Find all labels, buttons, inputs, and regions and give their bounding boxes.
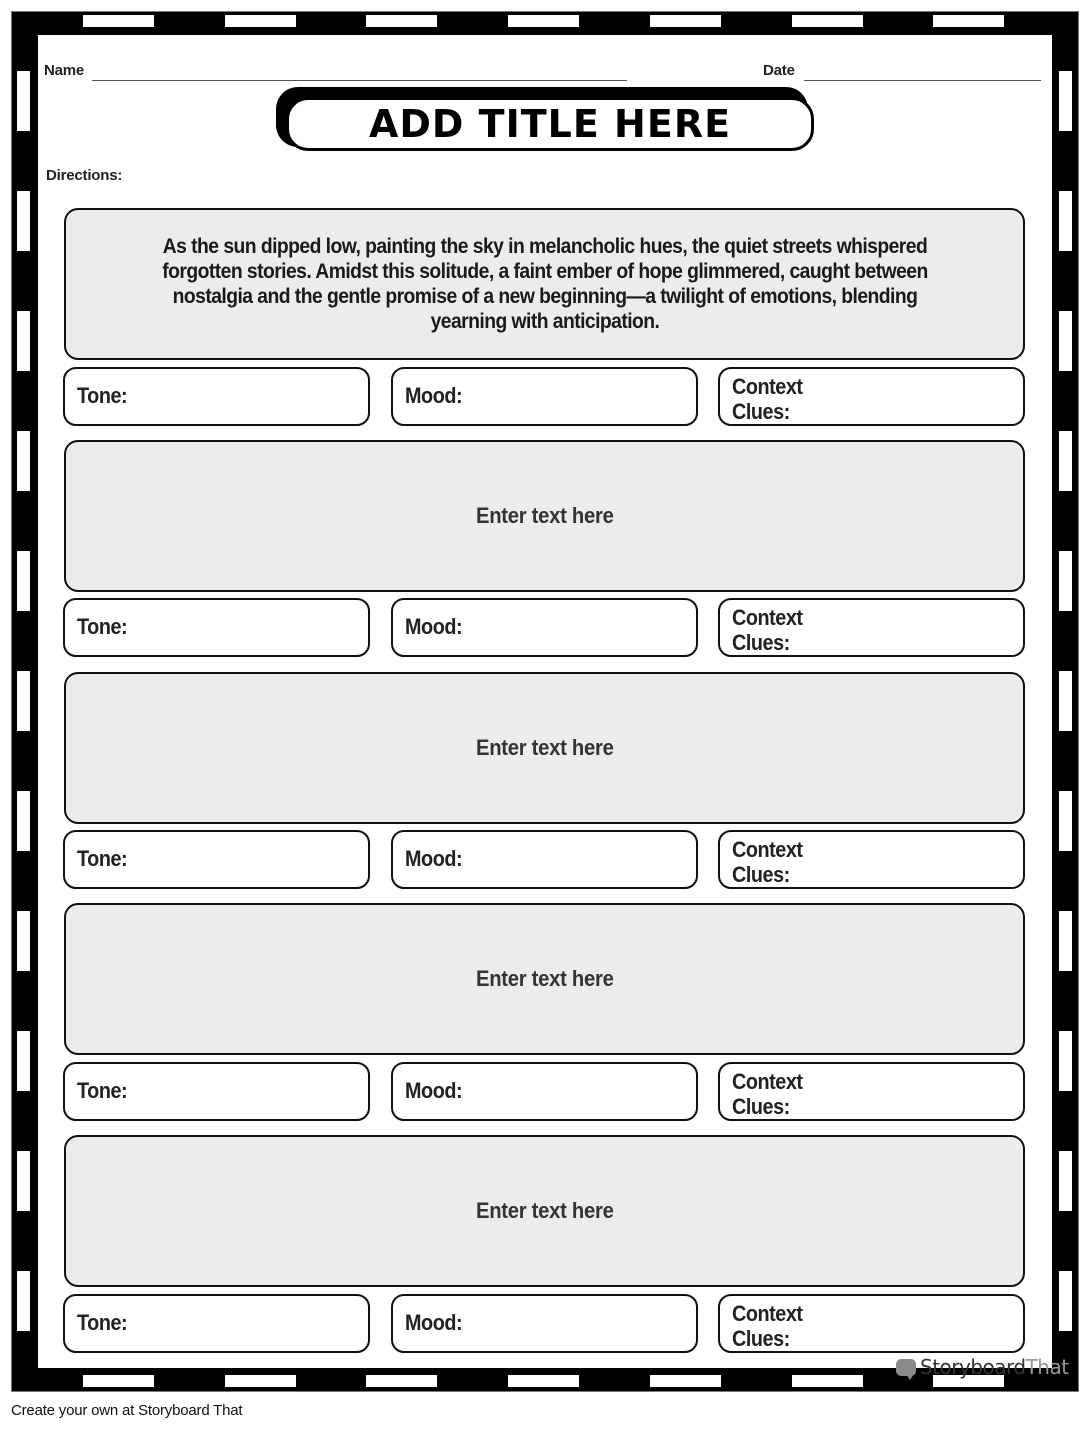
passage-box[interactable] bbox=[64, 208, 1025, 360]
border-dash-left bbox=[17, 791, 30, 851]
border-dash-left bbox=[17, 431, 30, 491]
mood-box[interactable] bbox=[391, 367, 698, 426]
context-clues-label bbox=[732, 605, 803, 655]
border-dash-left bbox=[17, 551, 30, 611]
mood-label: Mood: bbox=[405, 1310, 463, 1335]
context-box[interactable] bbox=[718, 598, 1025, 657]
tone-label: Tone: bbox=[77, 1078, 128, 1103]
border-dash-top bbox=[83, 15, 154, 27]
text-box-placeholder: Enter text here bbox=[475, 503, 614, 528]
context-label-line1: Context bbox=[732, 374, 803, 399]
border-dash-right bbox=[1059, 911, 1072, 971]
border-dash-bottom bbox=[508, 1375, 579, 1387]
context-box[interactable] bbox=[718, 830, 1025, 889]
border-dash-top bbox=[366, 15, 437, 27]
tone-label: Tone: bbox=[77, 614, 128, 639]
footer-credit-link[interactable]: Create your own at Storyboard That bbox=[11, 1402, 243, 1419]
context-clues-label bbox=[732, 1069, 803, 1119]
tone-label: Tone: bbox=[77, 383, 128, 408]
border-dash-bottom bbox=[225, 1375, 296, 1387]
response-text-box[interactable] bbox=[64, 672, 1025, 824]
border-dash-right bbox=[1059, 1151, 1072, 1211]
context-clues-label bbox=[732, 837, 803, 887]
border-dash-right bbox=[1059, 71, 1072, 131]
context-box[interactable] bbox=[718, 1294, 1025, 1353]
response-text-box[interactable] bbox=[64, 440, 1025, 592]
directions-label: Directions: bbox=[46, 167, 123, 184]
border-dash-bottom bbox=[792, 1375, 863, 1387]
mood-label: Mood: bbox=[405, 614, 463, 639]
mood-box[interactable] bbox=[391, 1294, 698, 1353]
border-dash-bottom bbox=[366, 1375, 437, 1387]
border-dash-left bbox=[17, 311, 30, 371]
name-field-line[interactable] bbox=[92, 80, 627, 81]
border-dash-top bbox=[650, 15, 721, 27]
date-field-line[interactable] bbox=[804, 80, 1041, 81]
border-dash-top bbox=[792, 15, 863, 27]
border-dash-bottom bbox=[650, 1375, 721, 1387]
context-box[interactable] bbox=[718, 367, 1025, 426]
passage-text: As the sun dipped low, painting the sky in melancholic hues, the quiet streets whispered forgotten stories. Amidst this solitude, a faint ember of hope glimmered, caught between nostalgia and the gentle promise of a new beginning—a twilight of emotions, blending yearning with anticipation. bbox=[161, 235, 928, 333]
context-label-line1: Context bbox=[732, 1069, 803, 1094]
response-text-box[interactable] bbox=[64, 1135, 1025, 1287]
mood-label: Mood: bbox=[405, 1078, 463, 1103]
context-label-line2: Clues: bbox=[732, 1326, 790, 1351]
border-dash-right bbox=[1059, 1271, 1072, 1331]
context-label-line1: Context bbox=[732, 837, 803, 862]
tone-box[interactable] bbox=[63, 367, 370, 426]
watermark-text-that: That bbox=[1025, 1355, 1069, 1379]
mood-box[interactable] bbox=[391, 1062, 698, 1121]
tone-label: Tone: bbox=[77, 1310, 128, 1335]
tone-box[interactable] bbox=[63, 1294, 370, 1353]
tone-box[interactable] bbox=[63, 1062, 370, 1121]
tone-label: Tone: bbox=[77, 846, 128, 871]
border-dash-right bbox=[1059, 671, 1072, 731]
context-label-line2: Clues: bbox=[732, 1094, 790, 1119]
border-dash-left bbox=[17, 1031, 30, 1091]
mood-box[interactable] bbox=[391, 830, 698, 889]
border-dash-right bbox=[1059, 791, 1072, 851]
border-dash-left bbox=[17, 191, 30, 251]
border-dash-left bbox=[17, 671, 30, 731]
text-box-placeholder: Enter text here bbox=[475, 735, 614, 760]
border-dash-left bbox=[17, 911, 30, 971]
name-label: Name bbox=[44, 62, 85, 79]
date-label: Date bbox=[763, 62, 795, 79]
border-dash-right bbox=[1059, 191, 1072, 251]
mood-label: Mood: bbox=[405, 846, 463, 871]
border-dash-left bbox=[17, 71, 30, 131]
border-dash-left bbox=[17, 1151, 30, 1211]
border-dash-top bbox=[225, 15, 296, 27]
tone-box[interactable] bbox=[63, 598, 370, 657]
mood-label: Mood: bbox=[405, 383, 463, 408]
mood-box[interactable] bbox=[391, 598, 698, 657]
text-box-placeholder: Enter text here bbox=[475, 966, 614, 991]
tone-box[interactable] bbox=[63, 830, 370, 889]
context-label-line2: Clues: bbox=[732, 630, 790, 655]
speech-bubble-icon bbox=[896, 1359, 916, 1376]
border-dash-top bbox=[933, 15, 1004, 27]
watermark-text-storyboard: Storyboard bbox=[920, 1355, 1026, 1379]
context-label-line1: Context bbox=[732, 605, 803, 630]
response-text-box[interactable] bbox=[64, 903, 1025, 1055]
border-dash-top bbox=[508, 15, 579, 27]
worksheet-title[interactable]: ADD TITLE HERE bbox=[368, 102, 732, 146]
context-clues-label bbox=[732, 374, 803, 424]
text-box-placeholder: Enter text here bbox=[475, 1198, 614, 1223]
context-clues-label bbox=[732, 1301, 803, 1351]
context-box[interactable] bbox=[718, 1062, 1025, 1121]
border-dash-right bbox=[1059, 551, 1072, 611]
border-dash-right bbox=[1059, 431, 1072, 491]
title-box[interactable] bbox=[286, 97, 814, 151]
border-dash-left bbox=[17, 1271, 30, 1331]
border-dash-bottom bbox=[83, 1375, 154, 1387]
border-dash-right bbox=[1059, 311, 1072, 371]
context-label-line2: Clues: bbox=[732, 399, 790, 424]
storyboardthat-watermark bbox=[896, 1355, 1069, 1379]
context-label-line1: Context bbox=[732, 1301, 803, 1326]
context-label-line2: Clues: bbox=[732, 862, 790, 887]
border-dash-right bbox=[1059, 1031, 1072, 1091]
